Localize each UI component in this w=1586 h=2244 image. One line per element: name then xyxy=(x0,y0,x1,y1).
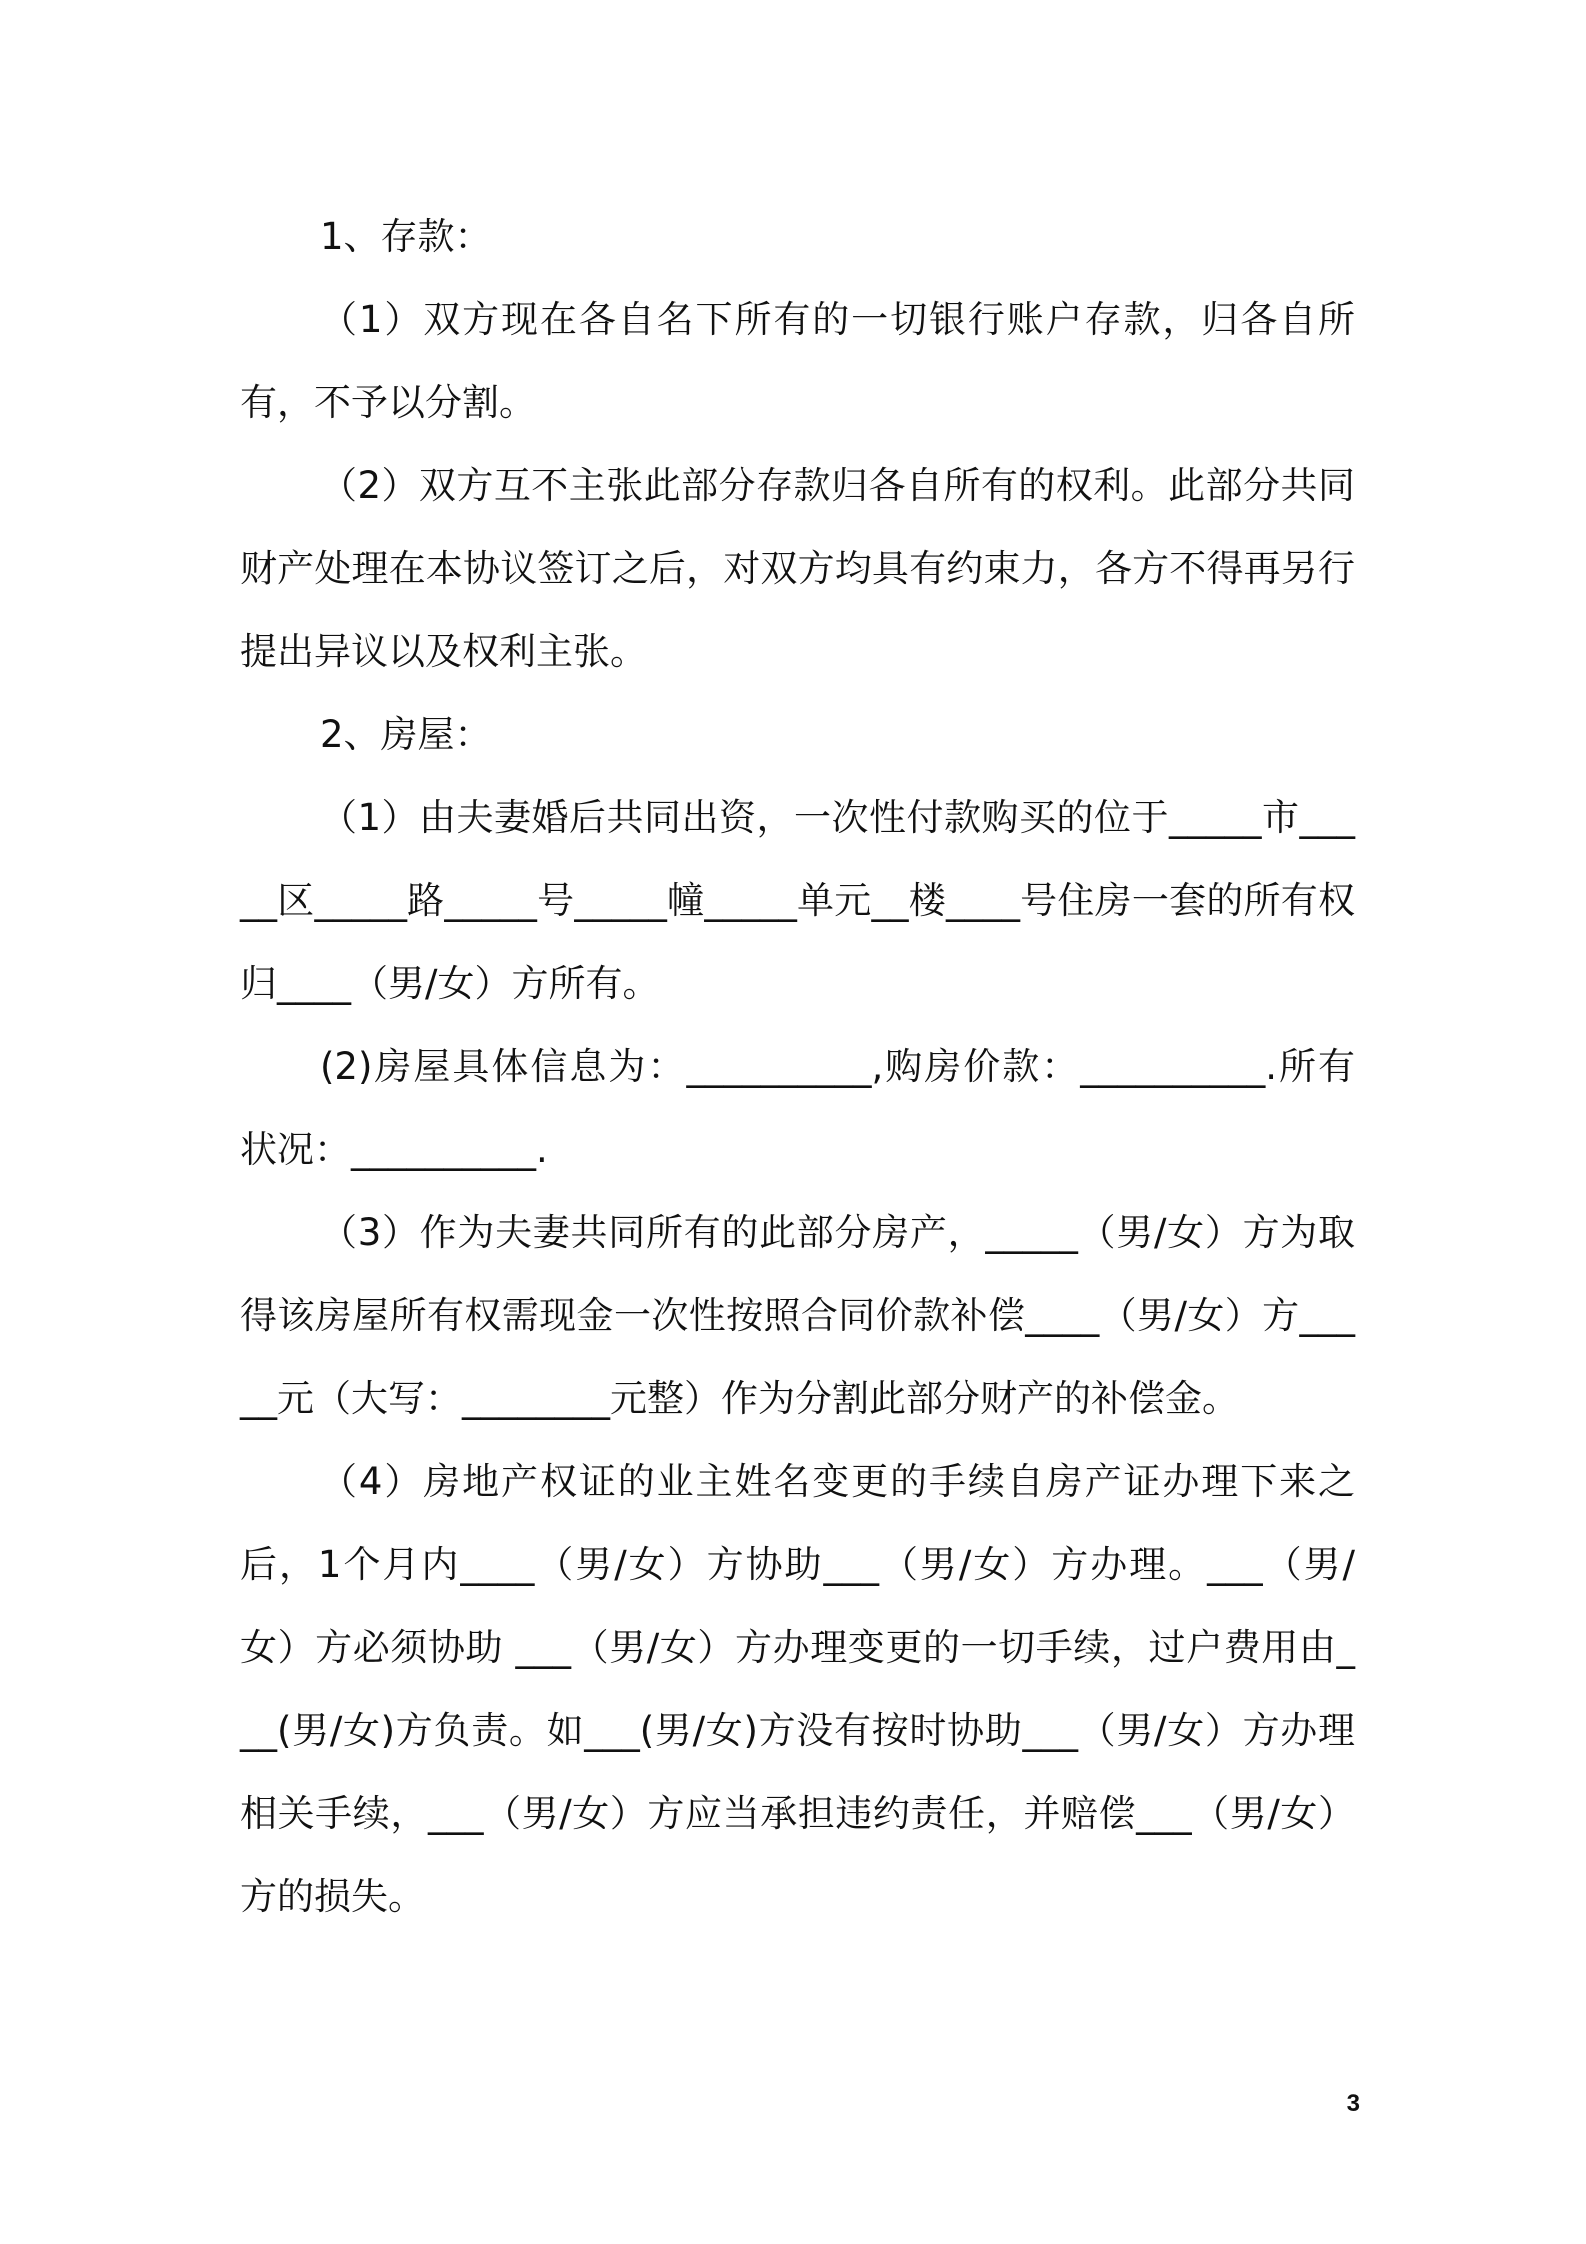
clause-deposits-1: （1）双方现在各自名下所有的一切银行账户存款，归各自所有，不予以分割。 xyxy=(240,298,1355,424)
clause-housing-3: （3）作为夫妻共同所有的此部分房产，_____（男/女）方为取得该房屋所有权需现金一次性按照合同价款补偿____（男/女）方_____元（大写：________元整）作为分割此部分财产的补偿金。 xyxy=(240,1211,1355,1420)
heading-deposits: 1、存款： xyxy=(320,215,492,258)
heading-housing: 2、房屋： xyxy=(320,713,492,756)
page-number: 3 xyxy=(1346,2090,1360,2117)
clause-housing-4: （4）房地产权证的业主姓名变更的手续自房产证办理下来之后，1个月内____（男/女）方协助___（男/女）方办理。___（男/女）方必须协助 ___（男/女）方办理变更的一切手续，过户费用由___(男/女)方负责。如___(男/女)方没有按时协助___（男/女）方办理相关手续，___（男/女）方应当承担违约责任，并赔偿___（男/女）方的损失。 xyxy=(240,1460,1355,1918)
clause-deposits-2: （2）双方互不主张此部分存款归各自所有的权利。此部分共同财产处理在本协议签订之后，对双方均具有约束力，各方不得再另行提出异议以及权利主张。 xyxy=(240,464,1355,673)
document-body xyxy=(240,195,1355,1938)
clause-housing-1: （1）由夫妻婚后共同出资，一次性付款购买的位于_____市_____区_____路_____号_____幢_____单元__楼____号住房一套的所有权归____（男/女）方所有。 xyxy=(240,796,1355,1005)
clause-housing-2: (2)房屋具体信息为：__________,购房价款：__________.所有状况：__________. xyxy=(240,1045,1355,1171)
